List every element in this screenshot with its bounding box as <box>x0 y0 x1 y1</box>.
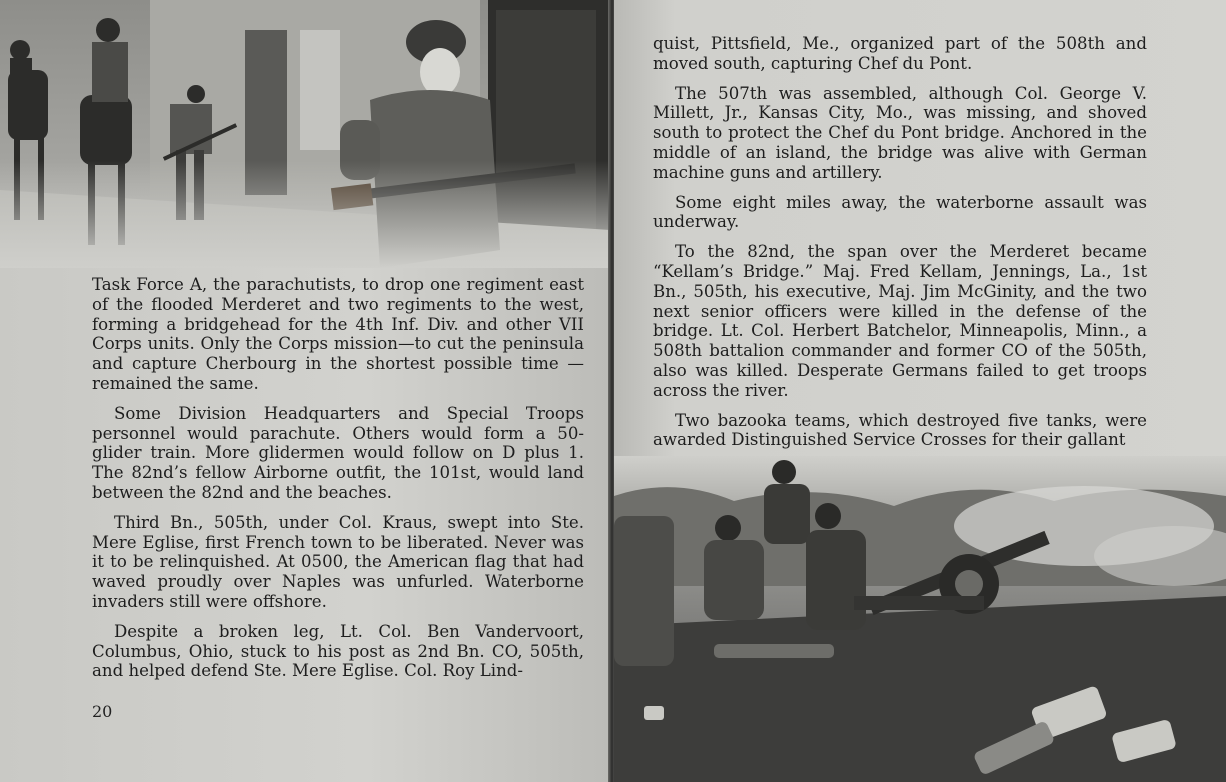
paragraph: Task Force A, the parachutists, to drop one regiment east of the flooded Merderet and two regiments to the west, forming a bridgehead for the 4th Inf. Div. and other VII Corps units. Only the Corps mission—to cut the peninsula and capture Cherbourg in the shortest possible time —remained the same. <box>92 275 584 393</box>
right-text-column <box>653 34 1147 460</box>
paragraph: To the 82nd, the span over the Merderet became “Kellam’s Bridge.” Maj. Fred Kellam, Jennings, La., 1st Bn., 505th, his executive, Maj. Jim McGinity, and the two next senior officers were killed in the defense of the bridge. Lt. Col. Herbert Batchelor, Minneapolis, Minn., a 508th battalion commander and former CO of the 505th, also was killed. Desperate Germans failed to get troops across the river. <box>653 242 1147 400</box>
paragraph: Some eight miles away, the waterborne assault was underway. <box>653 192 1147 232</box>
right-page <box>614 0 1226 782</box>
paragraph: The 507th was assembled, although Col. George V. Millett, Jr., Kansas City, Mo., was missing, and shoved south to protect the Chef du Pont bridge. Anchored in the middle of an island, the bridge was alive with German machine guns and artillery. <box>653 83 1147 182</box>
page-number: 20 <box>92 702 113 721</box>
left-page <box>0 0 610 782</box>
paragraph: Some Division Headquarters and Special Troops personnel would parachute. Others would form a 50-glider train. More glidermen would follow on D plus 1. The 82nd’s fellow Airborne outfit, the 101st, would land between the 82nd and the beaches. <box>92 403 584 502</box>
artillery-crew-photo <box>614 456 1226 782</box>
paragraph: Despite a broken leg, Lt. Col. Ben Vandervoort, Columbus, Ohio, stuck to his post as 2nd Bn. CO, 505th, and helped defend Ste. Mere Eglise. Col. Roy Lind- <box>92 621 584 681</box>
paragraph: Two bazooka teams, which destroyed five tanks, were awarded Distinguished Service Crosses for their gallant <box>653 410 1147 450</box>
paragraph: quist, Pittsfield, Me., organized part of the 508th and moved south, capturing Chef du Pont. <box>653 34 1147 73</box>
paragraph: Third Bn., 505th, under Col. Kraus, swept into Ste. Mere Eglise, first French town to be liberated. Never was it to be relinquished. At 0500, the American flag that had waved proudly over Naples was unfurled. Waterborne invaders still were offshore. <box>92 512 584 611</box>
soldiers-on-street-photo <box>0 0 610 268</box>
left-text-column <box>92 275 584 691</box>
